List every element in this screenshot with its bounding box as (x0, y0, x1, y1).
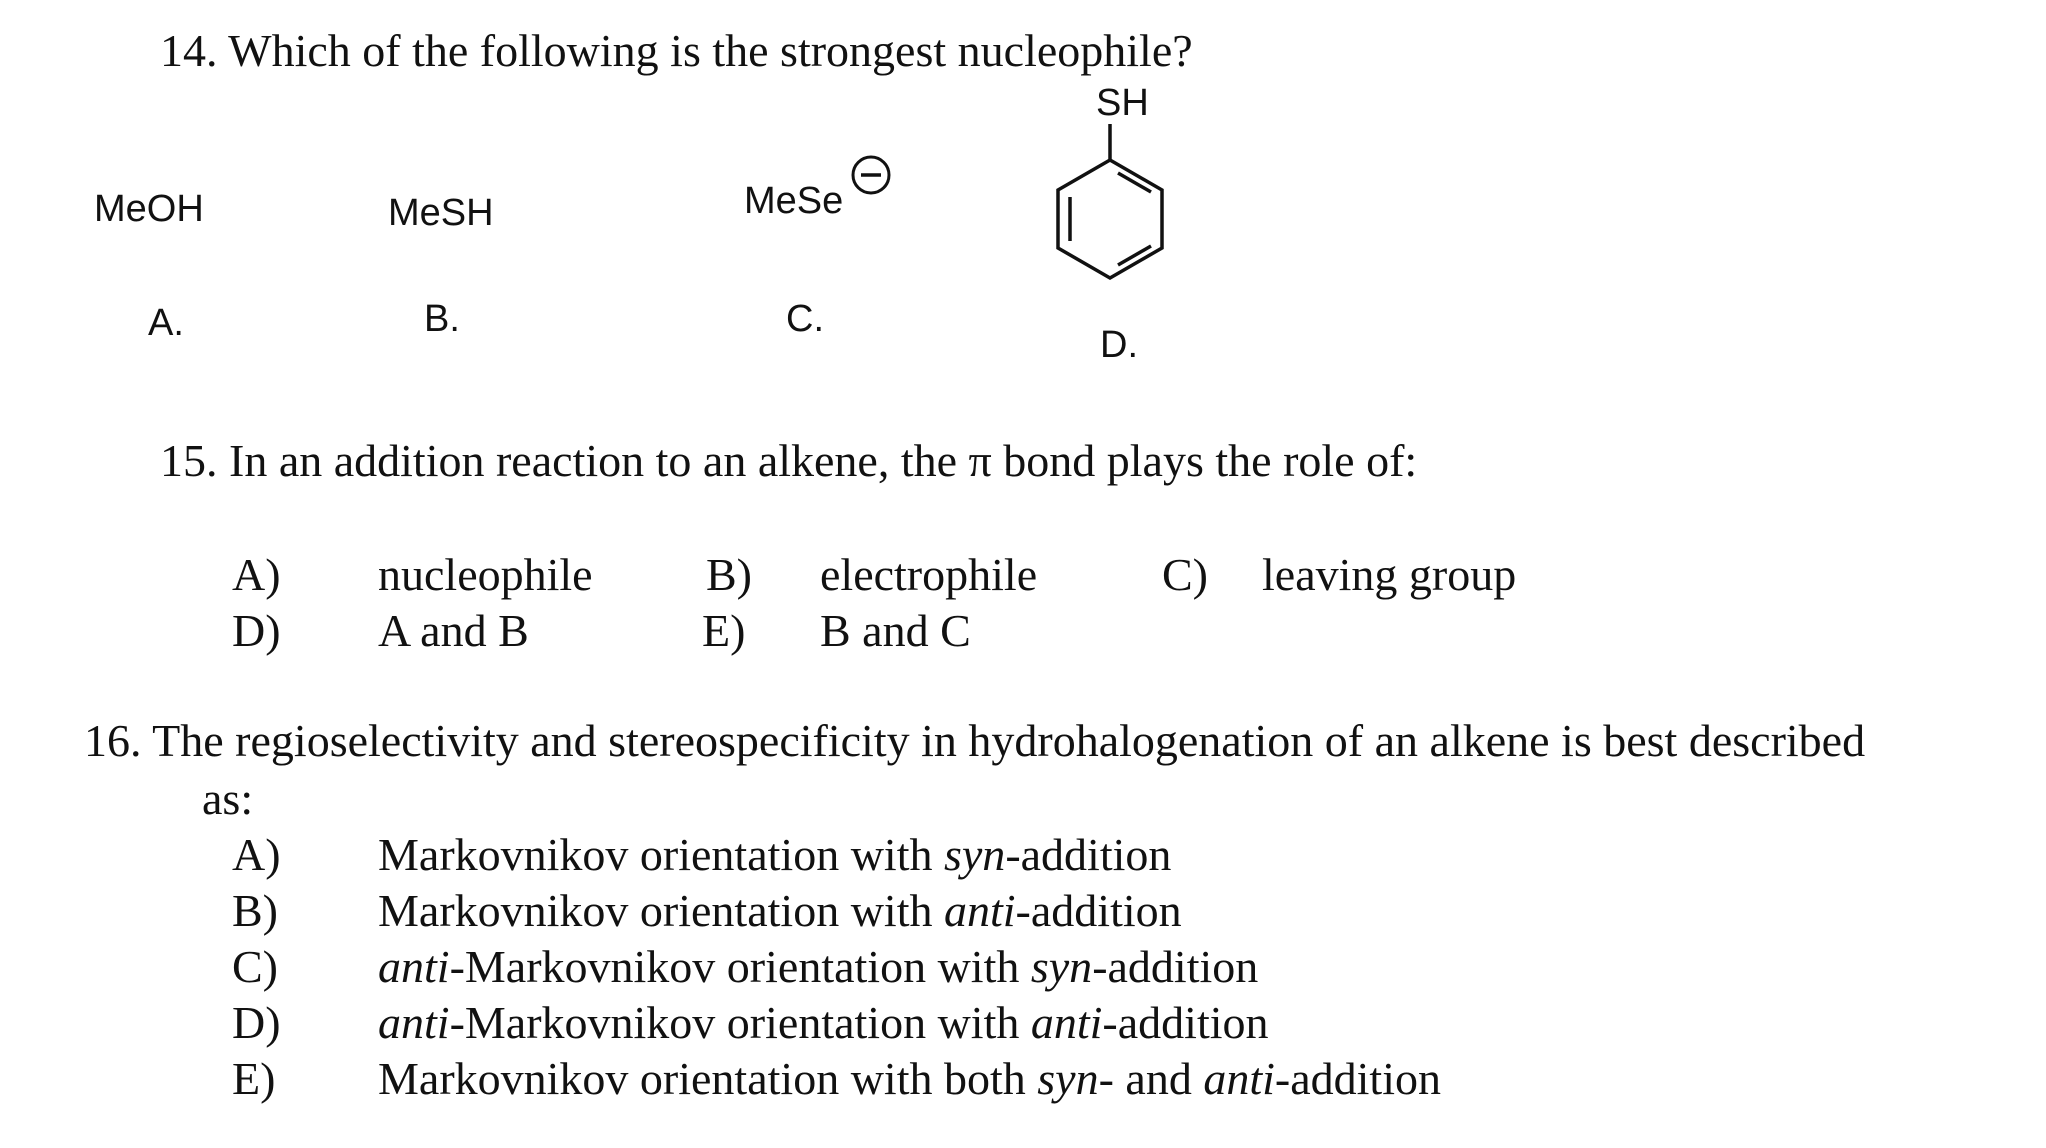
choice-a-formula: MeOH (94, 188, 204, 230)
q16-option-a-text: Markovnikov orientation with syn-addition (378, 829, 1172, 880)
option-b-text: electrophile (820, 549, 1038, 600)
option-a-letter: A) (232, 549, 281, 600)
q16-option-d-text: anti-Markovnikov orientation with anti-addition (378, 997, 1269, 1048)
question-16-text-line1: 16. The regioselectivity and stereospecificity in hydrohalogenation of an alkene is best described (84, 715, 1866, 766)
option-e-text: B and C (820, 605, 971, 656)
choice-b-label: B. (424, 298, 460, 340)
choice-c-label: C. (786, 298, 824, 340)
q16-option-b-text: Markovnikov orientation with anti-addition (378, 885, 1182, 936)
option-c-letter: C) (1162, 549, 1208, 600)
option-c-text: leaving group (1262, 549, 1517, 600)
q16-option-d-letter: D) (232, 997, 281, 1048)
choice-a-label: A. (148, 302, 184, 344)
question-15-text: 15. In an addition reaction to an alkene, the π bond plays the role of: (160, 435, 1418, 486)
q16-option-c-letter: C) (232, 941, 278, 992)
option-b-letter: B) (706, 549, 752, 600)
choice-d-label: D. (1100, 324, 1138, 366)
thiol-substituent-label: SH (1096, 82, 1149, 124)
question-16-text-line2: as: (202, 773, 254, 824)
negative-charge-icon (848, 152, 894, 198)
option-d-text: A and B (378, 605, 529, 656)
q16-option-a-letter: A) (232, 829, 281, 880)
q16-option-c-text: anti-Markovnikov orientation with syn-addition (378, 941, 1259, 992)
benzene-ring-icon (1040, 120, 1180, 290)
q16-option-e-letter: E) (232, 1053, 276, 1104)
question-14-text: 14. Which of the following is the strongest nucleophile? (160, 25, 1193, 76)
q16-option-e-text: Markovnikov orientation with both syn- and anti-addition (378, 1053, 1441, 1104)
choice-b-formula: MeSH (388, 192, 494, 234)
option-e-letter: E) (702, 605, 746, 656)
choice-c-formula: MeSe (744, 180, 844, 222)
option-a-text: nucleophile (378, 549, 593, 600)
q16-option-b-letter: B) (232, 885, 278, 936)
option-d-letter: D) (232, 605, 281, 656)
